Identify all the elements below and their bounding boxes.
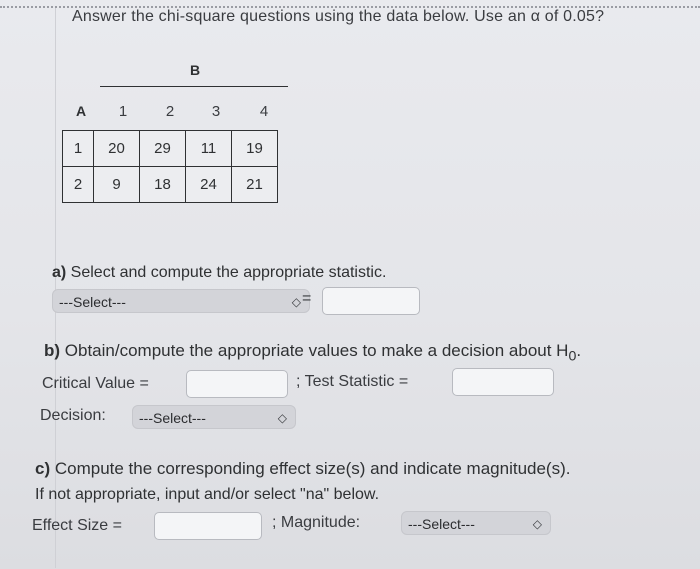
- equals-sign: =: [302, 290, 312, 307]
- magnitude-select[interactable]: [401, 511, 551, 535]
- statistic-select[interactable]: [52, 289, 310, 313]
- chevron-updown-icon: ◇: [277, 411, 287, 425]
- column-variable-underline: [100, 86, 288, 87]
- table-cell: 29: [140, 131, 186, 167]
- row-header: 1: [63, 131, 94, 167]
- table-cell: 20: [94, 131, 140, 167]
- h0-subscript: 0: [568, 348, 577, 365]
- table-cell: 11: [186, 131, 232, 167]
- table-cell: 18: [140, 167, 186, 203]
- column-header: 1: [118, 103, 128, 120]
- column-header: 2: [165, 103, 175, 120]
- column-header: 4: [259, 103, 269, 120]
- effect-size-label: Effect Size =: [32, 517, 122, 534]
- decision-select-value: ---Select---: [139, 410, 206, 426]
- table-cell: 24: [186, 167, 232, 203]
- part-a-text: Select and compute the appropriate statistic.: [66, 264, 387, 281]
- table-row: [63, 131, 278, 167]
- statistic-select-value: ---Select---: [59, 294, 126, 310]
- magnitude-select-value: ---Select---: [408, 516, 475, 532]
- part-c-text: Compute the corresponding effect size(s) and indicate magnitude(s).: [50, 459, 571, 478]
- part-b-question: [44, 341, 581, 364]
- part-b-period: .: [576, 341, 582, 360]
- part-c-letter: c): [35, 459, 51, 478]
- effect-size-input[interactable]: [154, 512, 262, 540]
- instruction-text: Answer the chi-square questions using the data below. Use an α of 0.05?: [72, 8, 605, 25]
- statistic-input[interactable]: [322, 287, 420, 315]
- test-statistic-label: ; Test Statistic =: [296, 373, 409, 390]
- part-a-question: [52, 264, 386, 282]
- row-variable-label: A: [76, 103, 87, 119]
- chevron-updown-icon: ◇: [532, 517, 542, 531]
- column-variable-label: B: [190, 62, 201, 78]
- part-c-question: [35, 459, 570, 479]
- column-header: 3: [211, 103, 221, 120]
- row-header: 2: [63, 167, 94, 203]
- table-cell: 19: [232, 131, 278, 167]
- part-b-letter: b): [44, 341, 61, 360]
- table-cell: 21: [232, 167, 278, 203]
- critical-value-input[interactable]: [186, 370, 288, 398]
- part-a-letter: a): [52, 264, 67, 281]
- decision-label: Decision:: [40, 407, 106, 424]
- magnitude-label: ; Magnitude:: [272, 514, 361, 531]
- critical-value-label: Critical Value =: [42, 375, 149, 392]
- table-row: [63, 167, 278, 203]
- decision-select[interactable]: [132, 405, 296, 429]
- part-b-text: Obtain/compute the appropriate values to make a decision about H: [60, 341, 569, 360]
- chevron-updown-icon: ◇: [291, 295, 301, 309]
- contingency-table: [62, 130, 278, 203]
- part-c-note: If not appropriate, input and/or select "na" below.: [35, 486, 380, 503]
- table-cell: 9: [94, 167, 140, 203]
- test-statistic-input[interactable]: [452, 368, 554, 396]
- left-edge-line: [55, 8, 56, 568]
